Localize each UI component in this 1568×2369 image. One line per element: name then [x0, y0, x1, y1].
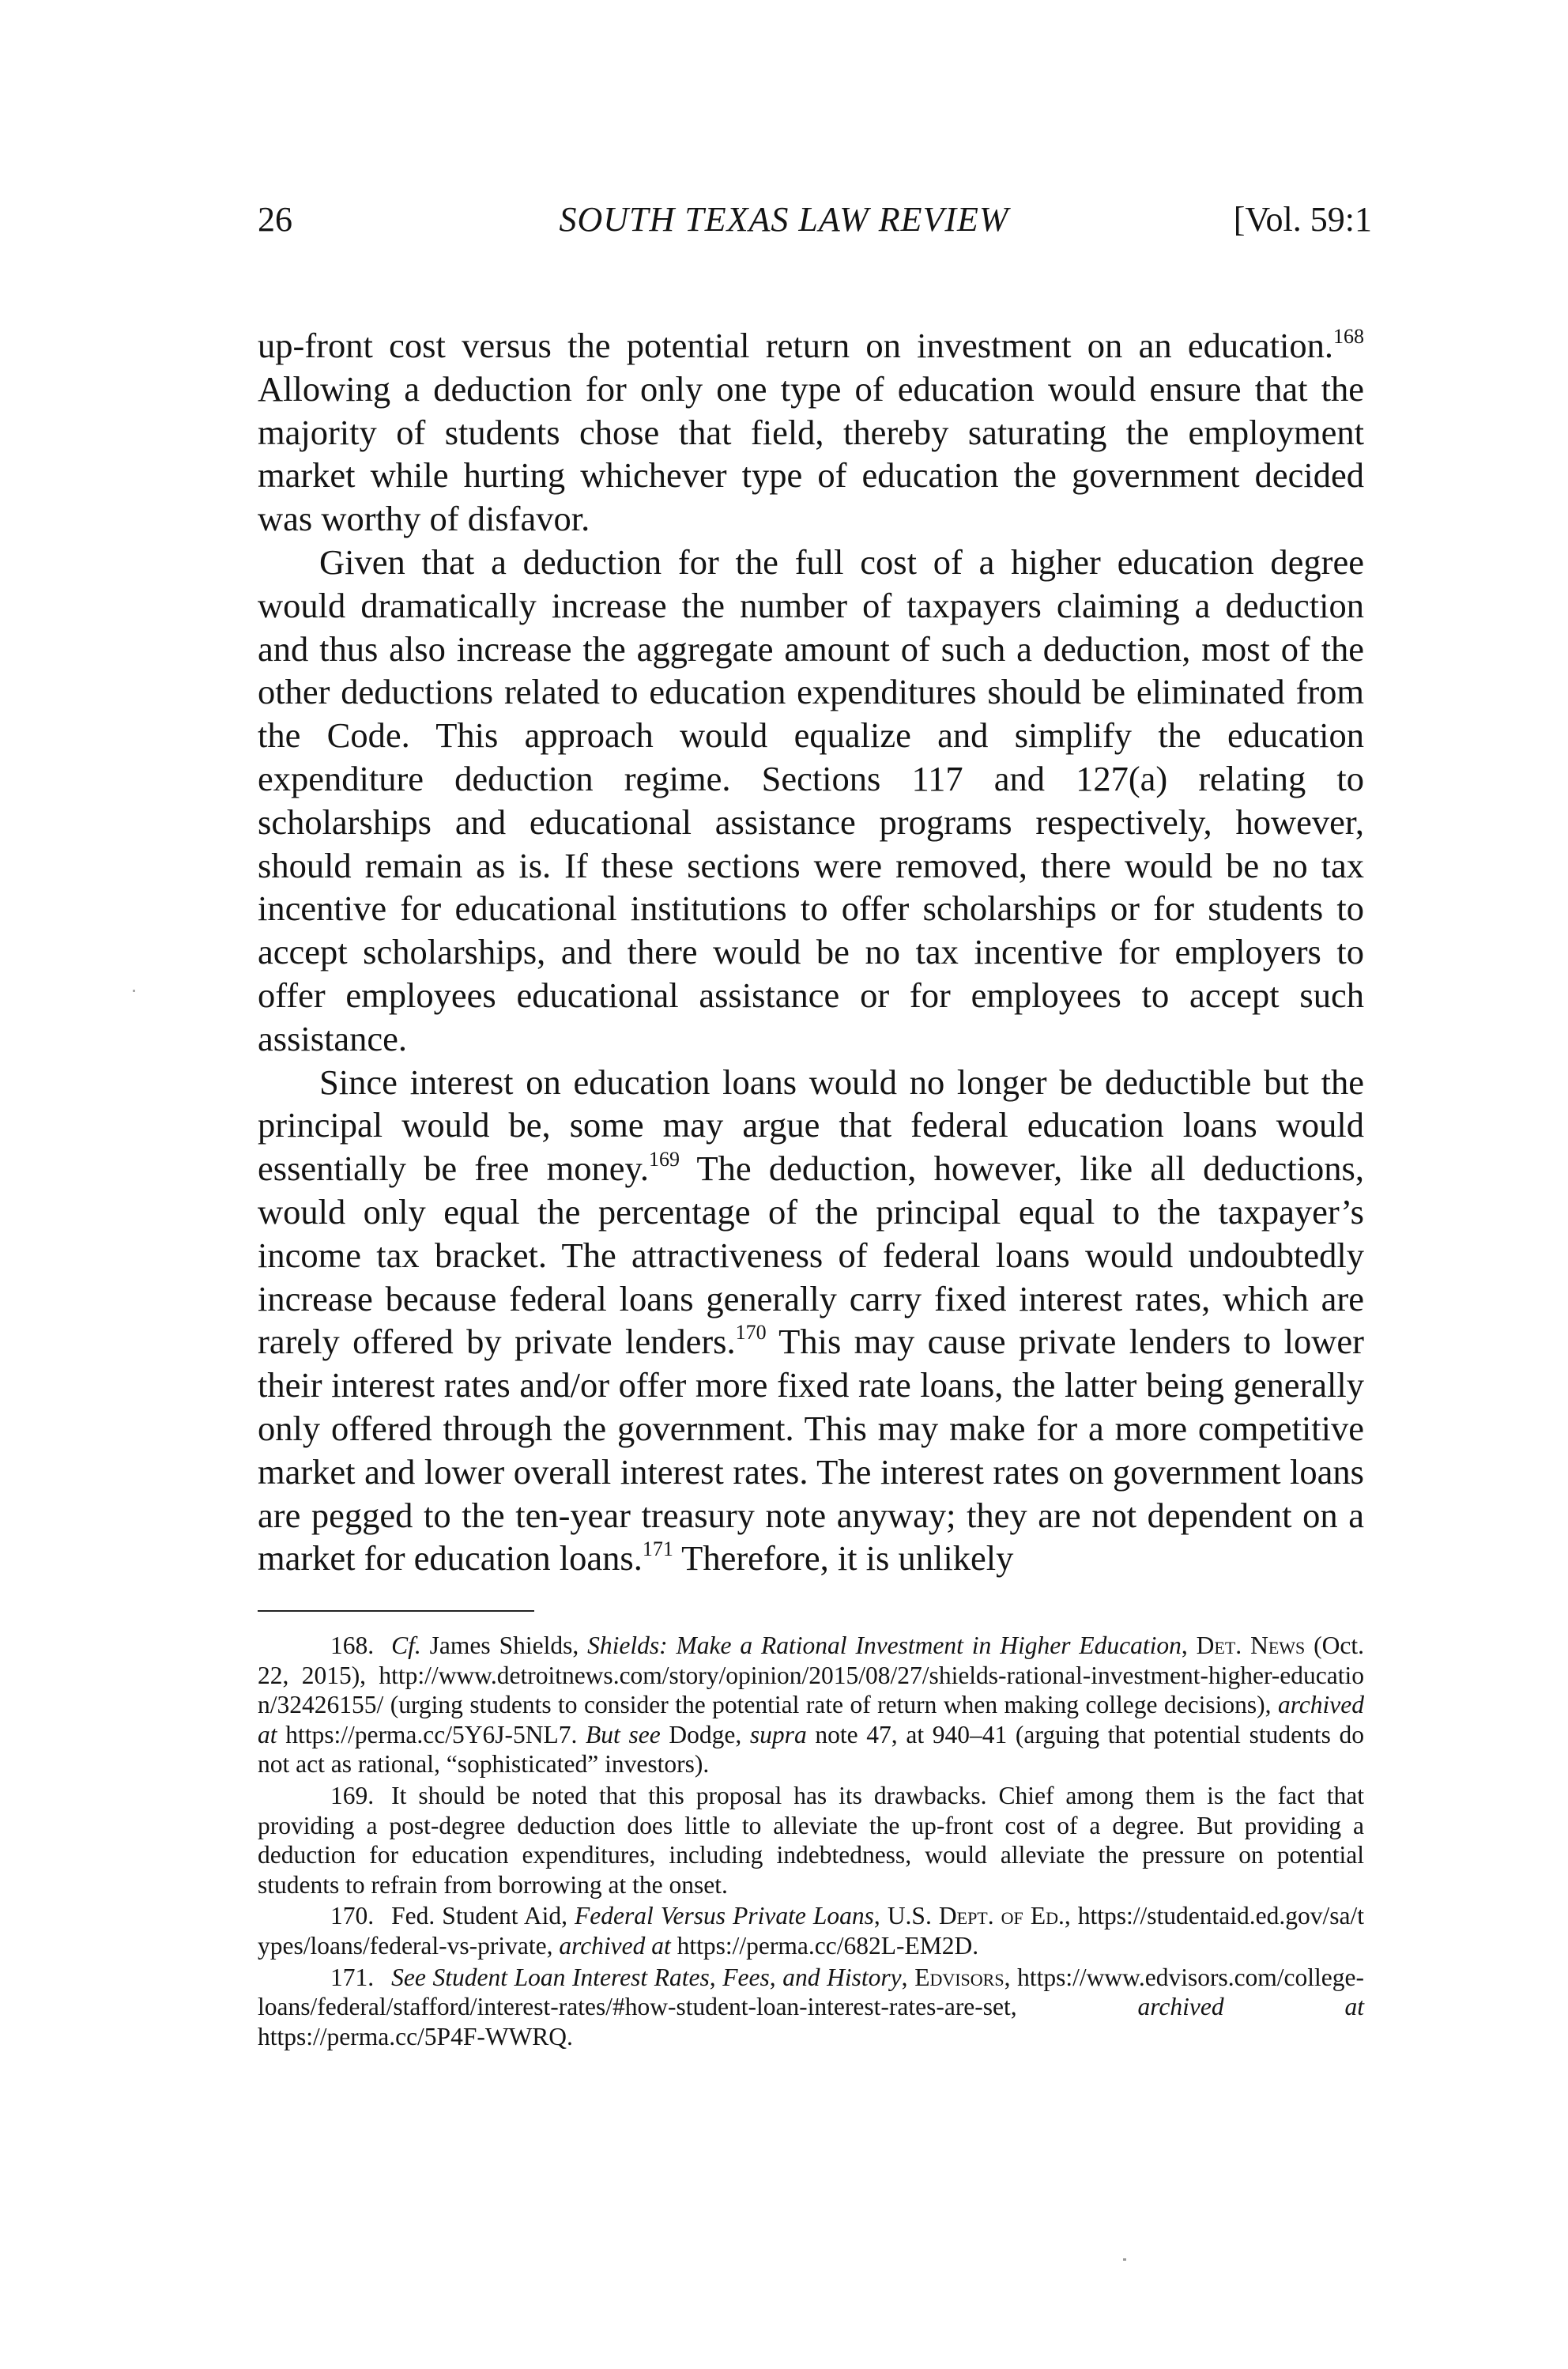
footnote-ref-171[interactable]: 171 — [642, 1537, 673, 1561]
footnote-ref-168[interactable]: 168 — [1333, 325, 1364, 348]
journal-title: SOUTH TEXAS LAW REVIEW — [559, 200, 1009, 239]
paragraph-1: up-front cost versus the potential return on investment on an education.$^{168}$ Allowing a deduction for only one type of education would ensure that the majority of students chose that field, thereby saturating the employment market while hurting whichever type of education the government decided was worthy of disfavor. — [258, 325, 1364, 539]
footnote-divider — [258, 1610, 534, 1612]
footnotes — [258, 1631, 1364, 2053]
footnote-170: 170. Fed. Student Aid, Federal Versus Private Loans, U.S. Dept. of Ed., https://studentaid.ed.gov/sa/types/loans/federal-vs-private, archived at https://perma.cc/682L-EM2D. — [258, 1902, 1364, 1960]
footnote-171: 171. See Student Loan Interest Rates, Fees, and History, Edvisors, https://www.edvisors.com/college-loans/federal/stafford/interest-rates/#how-student-loan-interest-rates-are-set, archived at https://perma.cc/5P4F-WWRQ. — [258, 1963, 1364, 2050]
footnote-168: 168. Cf. James Shields, Shields: Make a Rational Investment in Higher Education, Det. News (Oct. 22, 2015), http://www.detroitnews.com/story/opinion/2015/08/27/shields-rational-investment-higher-education/32426155/ (urging students to consider the potential rate of return when making college decisions), archived at https://perma.cc/5Y6J-5NL7. But see Dodge, supra note 47, at 940–41 (arguing that potential students do not act as rational, “sophisticated” investors). — [258, 1632, 1365, 1779]
footnote-ref-169[interactable]: 169 — [649, 1148, 680, 1171]
footnote-ref-170[interactable]: 170 — [735, 1321, 767, 1345]
footnote-169: 169. It should be noted that this proposal has its drawbacks. Chief among them is the fact that providing a post-degree deduction does little to alleviate the up-front cost of a degree. But providing a deduction for education expenditures, including indebtedness, would alleviate the pressure on potential students to refrain from borrowing at the onset. — [258, 1781, 1364, 1899]
scan-speck — [1123, 2258, 1126, 2261]
volume-label: [Vol. 59:1 — [1233, 200, 1372, 239]
running-header — [0, 199, 1568, 247]
paragraph-3: Since interest on education loans would no longer be deductible but the principal would be, some may argue that federal education loans would essentially be free money.$^{169}$ The deduction, however, like all deductions, would only equal the percentage of the principal equal to the taxpayer’s income tax bracket. The attractiveness of federal loans would undoubtedly increase because federal loans generally carry fixed interest rates, which are rarely offered by private lenders.$^{170}$ This may cause private lenders to lower their interest rates and/or offer more fixed rate loans, the latter being generally only offered through the government. This may make for a more competitive market and lower overall interest rates. The interest rates on government loans are pegged to the ten-year treasury note anyway; they are not dependent on a market for education loans.$^{171}$ Therefore, it is unlikely — [258, 1062, 1364, 1579]
paragraph-2: Given that a deduction for the full cost of a higher education degree would dramatically increase the number of taxpayers claiming a deduction and thus also increase the aggregate amount of such a deduction, most of the other deductions related to education expenditures should be eliminated from the Code. This approach would equalize and simplify the education expenditure deduction regime. Sections 117 and 127(a) relating to scholarships and educational assistance programs respectively, however, should remain as is. If these sections were removed, there would be no tax incentive for educational institutions to offer scholarships or for students to accept scholarships, and there would be no tax incentive for employers to offer employees educational assistance or for employees to accept such assistance. — [258, 541, 1364, 1058]
scan-speck — [133, 990, 135, 992]
main-text — [258, 324, 1364, 1580]
page-number: 26 — [258, 200, 292, 239]
footnote-link[interactable]: http://www.detroitnews.com/story/opinion/2015/08/27/shields-rational-investment-higher-education/32426155/ — [258, 1661, 1364, 1719]
